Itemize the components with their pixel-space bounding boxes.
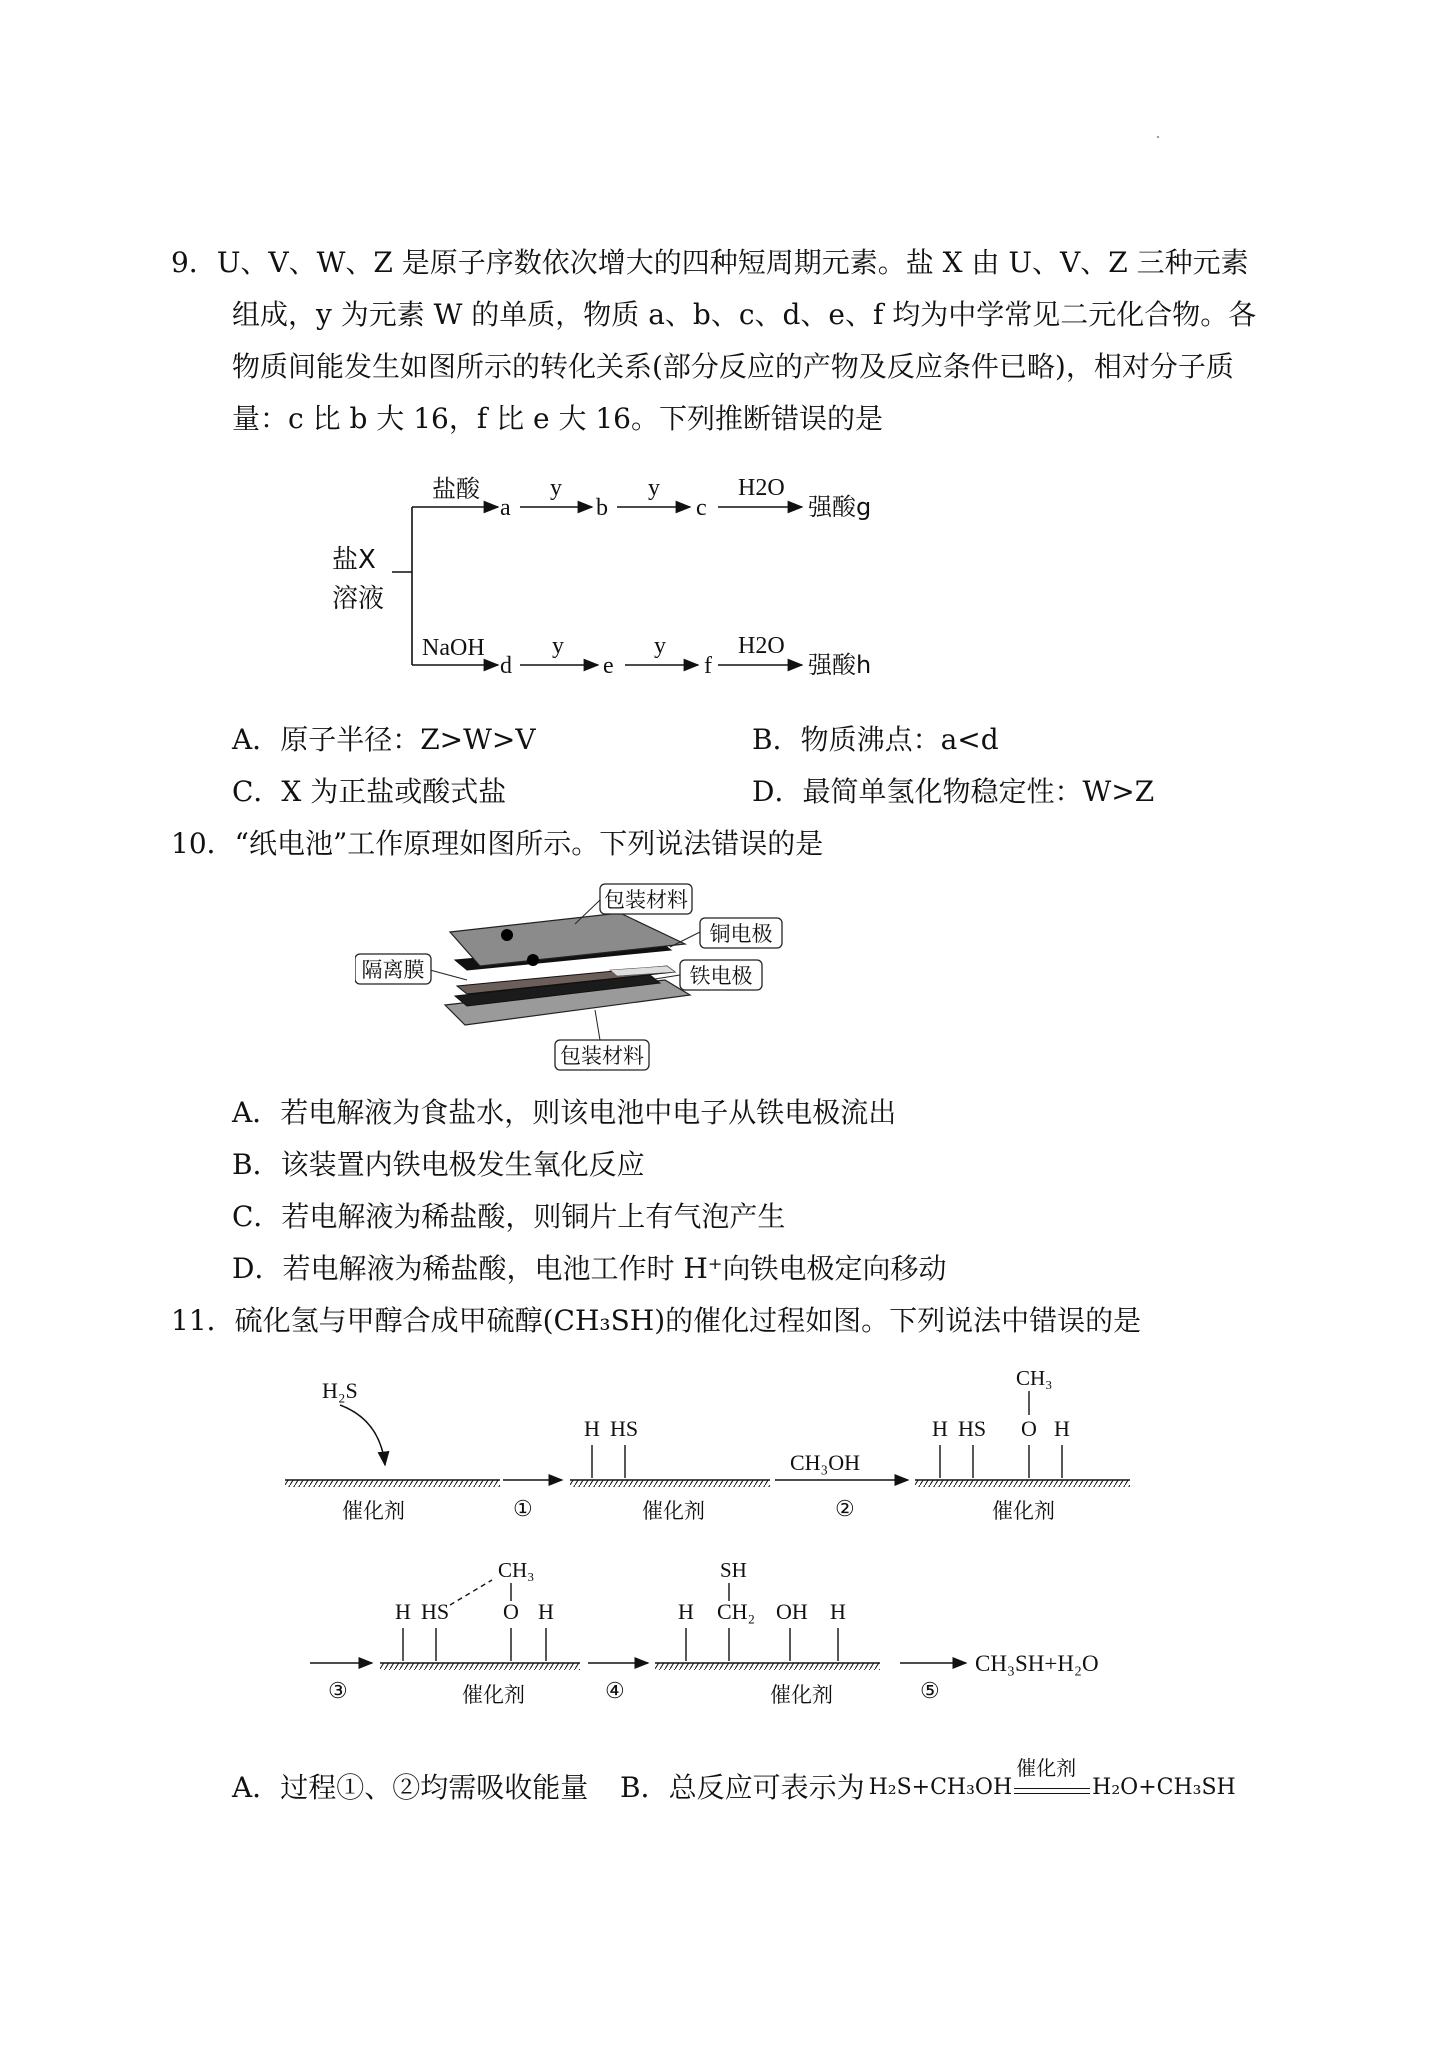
q11-s4-o: O <box>503 1599 519 1624</box>
q11-option-b-right: H₂O+CH₃SH <box>1092 1775 1236 1800</box>
q11-step-2: ② <box>835 1496 855 1521</box>
q11-s5-sh: SH <box>720 1558 747 1582</box>
q11-s4-ch3: CH₃ <box>498 1558 535 1582</box>
q9-arrow-h2o-2: H2O <box>738 633 785 659</box>
q9-line-4: 量：c 比 b 大 16，f 比 e 大 16。下列推断错误的是 <box>232 402 884 435</box>
q9-top-reagent: 盐酸 <box>432 475 480 503</box>
q11-catalyst-3: 催化剂 <box>992 1499 1055 1523</box>
q9-arrow-y-1: y <box>550 475 562 501</box>
page-dot <box>1157 136 1159 138</box>
q11-s5-ch2: CH₂ <box>717 1599 756 1624</box>
q11-s4-h2: H <box>538 1599 554 1624</box>
q9-arrow-y-2: y <box>648 475 660 501</box>
q11-s2-hs: HS <box>610 1416 639 1441</box>
q11-option-b[interactable] <box>620 1756 1236 1806</box>
q10-option-c[interactable]: C．若电解液为稀盐酸，则铜片上有气泡产生 <box>232 1200 786 1233</box>
q11-s3-ch3: CH₃ <box>1016 1366 1053 1390</box>
q11-s5-h: H <box>678 1599 694 1624</box>
q9-node-f: f <box>704 653 712 679</box>
q9-bottom-reagent: NaOH <box>422 635 485 661</box>
q10-label-fe-electrode: 铁电极 <box>689 964 753 988</box>
q11-stem: 11．硫化氢与甲醇合成甲硫醇(CH₃SH)的催化过程如图。下列说法中错误的是 <box>171 1304 1142 1337</box>
q11-s3-h2: H <box>1054 1416 1070 1441</box>
q10-label-membrane: 隔离膜 <box>361 958 425 982</box>
q9-node-c: c <box>696 495 707 521</box>
q11-catalyst-5: 催化剂 <box>770 1683 833 1707</box>
q11-catalyst-4: 催化剂 <box>462 1683 525 1707</box>
q11-s5-h2: H <box>830 1599 846 1624</box>
q9-product-h: 强酸h <box>808 651 872 679</box>
q10-label-pack-top: 包装材料 <box>604 888 688 912</box>
q9-node-e: e <box>603 653 614 679</box>
q10-option-a[interactable]: A．若电解液为食盐水，则该电池中电子从铁电极流出 <box>232 1096 897 1129</box>
q11-step-3: ③ <box>328 1678 348 1703</box>
q11-catalyst-2: 催化剂 <box>642 1499 705 1523</box>
q10-stem: 10．“纸电池”工作原理如图所示。下列说法错误的是 <box>171 827 824 860</box>
q11-option-b-left: H₂S+CH₃OH <box>868 1775 1013 1800</box>
q9-line-2: 组成，y 为元素 W 的单质，物质 a、b、c、d、e、f 均为中学常见二元化合物。各 <box>232 298 1257 331</box>
q10-label-pack-bottom: 包装材料 <box>560 1044 644 1068</box>
q10-paper-battery-diagram <box>355 880 815 1075</box>
q11-s5-oh: OH <box>776 1599 808 1624</box>
q9-start-label-1: 盐X <box>332 545 376 575</box>
q11-option-a[interactable]: A．过程①、②均需吸收能量 <box>232 1771 589 1804</box>
q9-line-1: 9．U、V、W、Z 是原子序数依次增大的四种短周期元素。盐 X 由 U、V、Z 三种元素 <box>171 246 1249 279</box>
q11-catalyst-1: 催化剂 <box>342 1499 405 1523</box>
q9-start-label-2: 溶液 <box>332 584 385 614</box>
q11-s3-hs: HS <box>958 1416 987 1441</box>
q11-option-b-condition-arrow <box>1014 1756 1090 1806</box>
q11-s3-h: H <box>932 1416 948 1441</box>
q11-s4-h: H <box>395 1599 411 1624</box>
q11-option-b-prefix: B．总反应可表示为 <box>620 1771 865 1804</box>
q11-step-1: ① <box>513 1496 533 1521</box>
q11-catalysis-diagram <box>270 1365 1150 1715</box>
q11-option-b-condition: 催化剂 <box>1016 1756 1077 1780</box>
q10-label-cu-electrode: 铜电极 <box>709 922 773 946</box>
q9-node-a: a <box>500 495 511 521</box>
q9-product-g: 强酸g <box>808 493 872 521</box>
q9-node-d: d <box>500 653 512 679</box>
q9-option-c[interactable]: C．X 为正盐或酸式盐 <box>232 775 507 808</box>
q11-step-5: ⑤ <box>920 1678 940 1703</box>
q10-option-d[interactable]: D．若电解液为稀盐酸，电池工作时 H⁺向铁电极定向移动 <box>232 1252 947 1285</box>
q9-arrow-y-3: y <box>552 633 564 659</box>
q11-final-product: CH₃SH+H₂O <box>975 1651 1099 1676</box>
q9-arrow-y-4: y <box>654 633 666 659</box>
q9-conversion-diagram <box>320 465 920 695</box>
q11-s4-hs: HS <box>421 1599 450 1624</box>
q9-option-a[interactable]: A．原子半径：Z>W>V <box>232 723 536 756</box>
q9-option-d[interactable]: D．最简单氢化物稳定性：W>Z <box>752 775 1155 808</box>
q11-step-4: ④ <box>605 1678 625 1703</box>
q11-s2-h: H <box>584 1416 600 1441</box>
q9-option-b[interactable]: B．物质沸点：a<d <box>752 723 999 756</box>
q11-s3-o: O <box>1021 1416 1037 1441</box>
q9-arrow-h2o-1: H2O <box>738 475 785 501</box>
q9-node-b: b <box>596 495 608 521</box>
q11-ch3oh: CH₃OH <box>790 1450 861 1475</box>
q10-option-b[interactable]: B．该装置内铁电极发生氧化反应 <box>232 1148 645 1181</box>
q11-h2s: H₂S <box>322 1378 358 1403</box>
q9-line-3: 物质间能发生如图所示的转化关系(部分反应的产物及反应条件已略)，相对分子质 <box>232 350 1234 383</box>
